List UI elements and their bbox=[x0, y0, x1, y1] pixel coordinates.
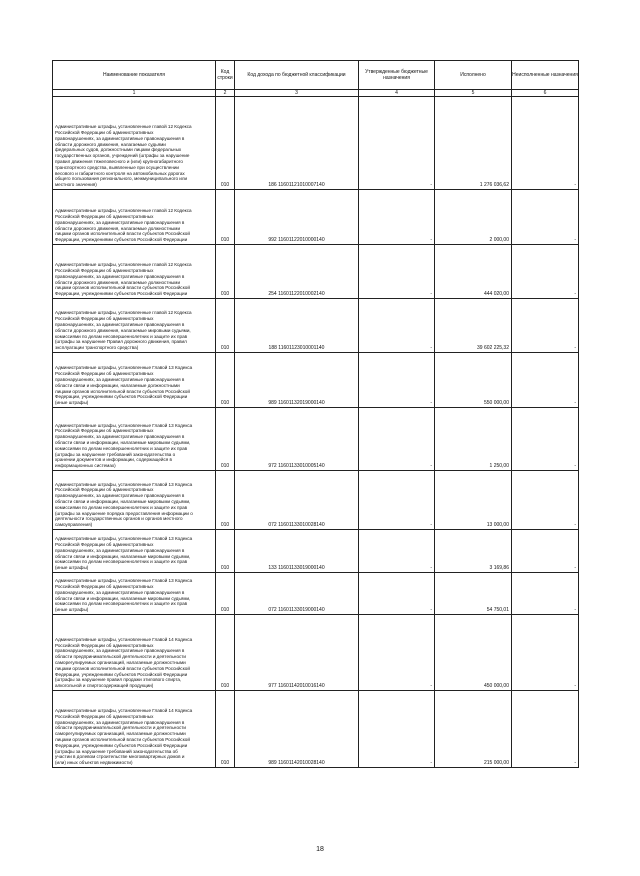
row-code: 010 bbox=[216, 408, 235, 471]
row-approved: - bbox=[359, 353, 435, 408]
row-approved: - bbox=[359, 190, 435, 245]
row-executed: 1 276 036,62 bbox=[435, 97, 512, 190]
row-kbk: 186 11601121010007140 bbox=[235, 97, 359, 190]
row-name: Административные штрафы, установленные Главой 14 Кодекса Российской Федерации об административных правонарушениях, за административные правонарушения в области предпринимательской деятельности и деятельности саморегулируемых организаций, налагаемые должностными лицами органов исполнительной власти субъектов Российской Федерации, учреждениями субъектов Российской Федерации (штрафы за нарушение правил продажи этилового спирта, алкогольной и спиртосодержащей продукции) bbox=[53, 615, 216, 691]
row-name: Административные штрафы, установленные Главой 13 Кодекса Российской Федерации об административных правонарушениях, за административные правонарушения в области связи и информации, налагаемые мировыми судьями, комиссиями по делам несовершеннолетних и защите их прав (иные штрафы) bbox=[53, 530, 216, 573]
row-name: Административные штрафы, установленные Главой 13 Кодекса Российской Федерации об административных правонарушениях, за административные правонарушения в области связи и информации, налагаемые мировыми судьями, комиссиями по делам несовершеннолетних и защите их прав (штрафы за нарушение порядка предоставления информации о деятельности государственных органов и органов местного самоуправления) bbox=[53, 471, 216, 530]
row-name: Административные штрафы, установленные Главой 13 Кодекса Российской Федерации об административных правонарушениях, за административные правонарушения в области связи и информации, налагаемые должностными лицами органов исполнительной власти субъектов Российской Федерации, учреждениями субъектов Российской Федерации (иные штрафы) bbox=[53, 353, 216, 408]
row-approved: - bbox=[359, 573, 435, 615]
row-executed: 54 750,01 bbox=[435, 573, 512, 615]
table-row bbox=[53, 353, 579, 408]
row-name: Административные штрафы, установленные Главой 14 Кодекса Российской Федерации об административных правонарушениях, за административные правонарушения в области предпринимательской деятельности и деятельности саморегулируемых организаций, налагаемые должностными лицами органов исполнительной власти субъектов Российской Федерации, учреждениями субъектов Российской Федерации (штрафы за нарушение требований законодательства об участии в долевом строительстве многоквартирных домов и (или) иных объектов недвижимости) bbox=[53, 691, 216, 768]
row-kbk: 133 11601133019000140 bbox=[235, 530, 359, 573]
table-row bbox=[53, 573, 579, 615]
table-row bbox=[53, 691, 579, 768]
row-kbk: 072 11601133019000140 bbox=[235, 573, 359, 615]
table-row bbox=[53, 471, 579, 530]
row-approved: - bbox=[359, 615, 435, 691]
header-code: Код строки bbox=[216, 61, 235, 90]
row-executed: 1 250,00 bbox=[435, 408, 512, 471]
row-unexecuted: - bbox=[512, 691, 579, 768]
row-approved: - bbox=[359, 97, 435, 190]
row-unexecuted: - bbox=[512, 573, 579, 615]
row-kbk: 254 11601122010002140 bbox=[235, 245, 359, 299]
row-code: 010 bbox=[216, 299, 235, 353]
table-row bbox=[53, 299, 579, 353]
row-approved: - bbox=[359, 471, 435, 530]
row-executed: 39 602 225,32 bbox=[435, 299, 512, 353]
row-code: 010 bbox=[216, 615, 235, 691]
table-row bbox=[53, 408, 579, 471]
row-executed: 3 169,86 bbox=[435, 530, 512, 573]
row-code: 010 bbox=[216, 245, 235, 299]
row-code: 010 bbox=[216, 691, 235, 768]
page-number: 18 bbox=[316, 846, 324, 853]
table-header-row bbox=[53, 61, 579, 90]
row-code: 010 bbox=[216, 190, 235, 245]
row-approved: - bbox=[359, 408, 435, 471]
column-number: 1 bbox=[53, 90, 216, 97]
row-executed: 2 000,00 bbox=[435, 190, 512, 245]
table-row bbox=[53, 615, 579, 691]
row-kbk: 972 11601133010005140 bbox=[235, 408, 359, 471]
row-unexecuted: - bbox=[512, 353, 579, 408]
row-unexecuted: - bbox=[512, 530, 579, 573]
row-code: 010 bbox=[216, 530, 235, 573]
column-number: 2 bbox=[216, 90, 235, 97]
table-row bbox=[53, 190, 579, 245]
row-kbk: 992 11601122010000140 bbox=[235, 190, 359, 245]
table-row bbox=[53, 530, 579, 573]
row-approved: - bbox=[359, 245, 435, 299]
row-unexecuted: - bbox=[512, 615, 579, 691]
row-executed: 444 020,00 bbox=[435, 245, 512, 299]
row-executed: 550 000,00 bbox=[435, 353, 512, 408]
row-approved: - bbox=[359, 299, 435, 353]
header-executed: Исполнено bbox=[435, 61, 512, 90]
row-code: 010 bbox=[216, 573, 235, 615]
column-number: 5 bbox=[435, 90, 512, 97]
row-kbk: 977 11601142010016140 bbox=[235, 615, 359, 691]
column-number-row bbox=[53, 90, 579, 97]
row-unexecuted: - bbox=[512, 471, 579, 530]
table-row bbox=[53, 245, 579, 299]
row-code: 010 bbox=[216, 353, 235, 408]
budget-execution-table bbox=[52, 60, 579, 768]
row-unexecuted: - bbox=[512, 245, 579, 299]
row-executed: 215 000,00 bbox=[435, 691, 512, 768]
header-unexecuted: Неисполненные назначения bbox=[512, 61, 579, 90]
row-executed: 450 000,00 bbox=[435, 615, 512, 691]
table-row bbox=[53, 97, 579, 190]
row-name: Административные штрафы, установленные Главой 13 Кодекса Российской Федерации об административных правонарушениях, за административные правонарушения в области связи и информации, налагаемые мировыми судьями, комиссиями по делам несовершеннолетних и защите их прав (иные штрафы) bbox=[53, 573, 216, 615]
row-kbk: 072 11601133010028140 bbox=[235, 471, 359, 530]
row-approved: - bbox=[359, 691, 435, 768]
row-name: Административные штрафы, установленные главой 12 Кодекса Российской Федерации об административных правонарушениях, за административные правонарушения в области дорожного движения, налагаемые должностными лицами органов исполнительной власти субъектов Российской Федерации, учреждениями субъектов Российской Федерации bbox=[53, 245, 216, 299]
row-executed: 13 000,00 bbox=[435, 471, 512, 530]
row-unexecuted: - bbox=[512, 97, 579, 190]
row-kbk: 989 11601142010028140 bbox=[235, 691, 359, 768]
header-name: Наименование показателя bbox=[53, 61, 216, 90]
column-number: 6 bbox=[512, 90, 579, 97]
row-name: Административные штрафы, установленные главой 12 Кодекса Российской Федерации об административных правонарушениях, за административные правонарушения в области дорожного движения, налагаемые мировыми судьями, комиссиями по делам несовершеннолетних и защите их прав (штрафы за нарушение Правил дорожного движения, правил эксплуатации транспортного средства) bbox=[53, 299, 216, 353]
column-number: 4 bbox=[359, 90, 435, 97]
row-code: 010 bbox=[216, 97, 235, 190]
row-kbk: 989 11601132019000140 bbox=[235, 353, 359, 408]
row-kbk: 188 11601123010001140 bbox=[235, 299, 359, 353]
row-unexecuted: - bbox=[512, 190, 579, 245]
column-number: 3 bbox=[235, 90, 359, 97]
row-name: Административные штрафы, установленные главой 12 Кодекса Российской Федерации об административных правонарушениях, за административные правонарушения в области дорожного движения, налагаемые должностными лицами органов исполнительной власти субъектов Российской Федерации, учреждениями субъектов Российской Федерации bbox=[53, 190, 216, 245]
header-kbk: Код дохода по бюджетной классификации bbox=[235, 61, 359, 90]
row-code: 010 bbox=[216, 471, 235, 530]
row-unexecuted: - bbox=[512, 299, 579, 353]
row-name: Административные штрафы, установленные главой 12 Кодекса Российской Федерации об административных правонарушениях, за административные правонарушения в области дорожного движения, налагаемые судьями федеральных судов, должностными лицами федеральных государственных органов, учреждений (штрафы за нарушение правил движения тяжеловесного и (или) крупногабаритного транспортного средства, выявленные при осуществлении весового и габаритного контроля на автомобильных дорогах общего пользования регионального, межмуниципального или местного значения) bbox=[53, 97, 216, 190]
row-approved: - bbox=[359, 530, 435, 573]
row-unexecuted: - bbox=[512, 408, 579, 471]
header-approved: Утвержденные бюджетные назначения bbox=[359, 61, 435, 90]
row-name: Административные штрафы, установленные Главой 13 Кодекса Российской Федерации об административных правонарушениях, за административные правонарушения в области связи и информации, налагаемые мировыми судьями, комиссиями по делам несовершеннолетних и защите их прав (штрафы за нарушение требований законодательства о хранении документов и информации, содержащейся в информационных системах) bbox=[53, 408, 216, 471]
